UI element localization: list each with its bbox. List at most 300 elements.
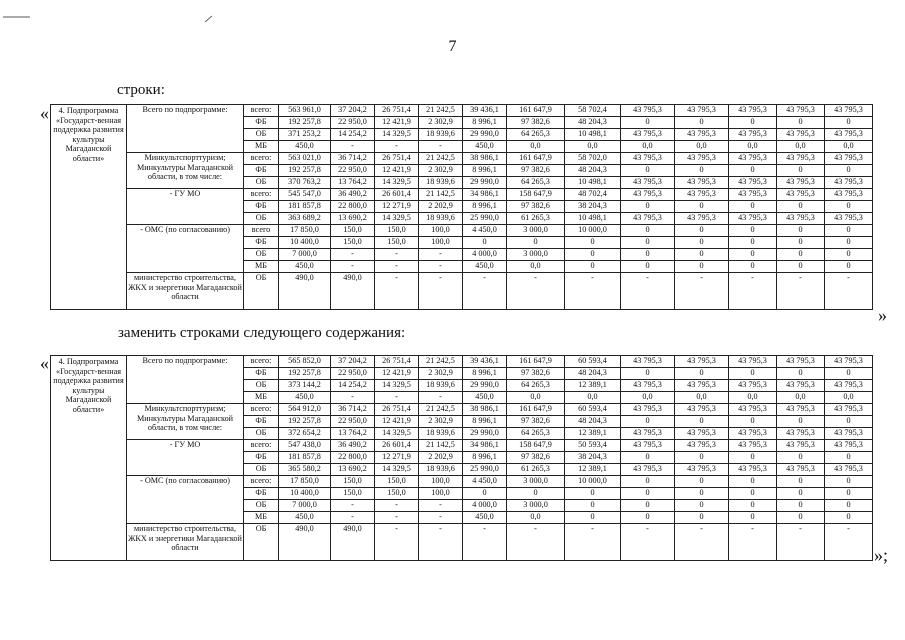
value-cell: 29 990,0 xyxy=(463,428,507,440)
value-cell: 38 986,1 xyxy=(463,404,507,416)
value-cell: 43 795,3 xyxy=(621,380,675,392)
value-cell: 43 795,3 xyxy=(675,464,729,476)
value-cell: 0,0 xyxy=(565,392,621,404)
value-cell: 21 142,5 xyxy=(419,189,463,201)
value-cell: 450,0 xyxy=(279,141,331,153)
funding-source-cell: всего: xyxy=(244,356,279,368)
value-cell: 43 795,3 xyxy=(777,105,825,117)
value-cell: 0 xyxy=(729,117,777,129)
value-cell: 21 242,5 xyxy=(419,153,463,165)
value-cell: 14 329,5 xyxy=(375,380,419,392)
value-cell: 192 257,8 xyxy=(279,368,331,380)
value-cell: 97 382,6 xyxy=(507,165,565,177)
value-cell: 0 xyxy=(675,249,729,261)
value-cell: 43 795,3 xyxy=(675,213,729,225)
value-cell: 37 204,2 xyxy=(331,105,375,117)
value-cell: 10 400,0 xyxy=(279,488,331,500)
value-cell: 64 265,3 xyxy=(507,428,565,440)
value-cell: 181 857,8 xyxy=(279,452,331,464)
value-cell: 48 702,4 xyxy=(565,189,621,201)
value-cell: 0,0 xyxy=(729,141,777,153)
value-cell: 36 714,2 xyxy=(331,153,375,165)
value-cell: 18 939,6 xyxy=(419,428,463,440)
page-number: 7 xyxy=(448,38,457,55)
value-cell: - xyxy=(419,249,463,261)
value-cell: 0 xyxy=(621,500,675,512)
value-cell: 0 xyxy=(825,368,873,380)
value-cell: 372 654,2 xyxy=(279,428,331,440)
value-cell: - xyxy=(565,524,621,561)
value-cell: - xyxy=(419,141,463,153)
value-cell: 0 xyxy=(729,416,777,428)
value-cell: 0 xyxy=(621,249,675,261)
executor-label: - ОМС (по согласованию) xyxy=(127,225,244,273)
value-cell: 450,0 xyxy=(279,261,331,273)
heading-rows: строки: xyxy=(117,82,165,98)
value-cell: 0 xyxy=(729,512,777,524)
value-cell: 25 990,0 xyxy=(463,213,507,225)
value-cell: 192 257,8 xyxy=(279,416,331,428)
value-cell: - xyxy=(331,261,375,273)
value-cell: 48 204,3 xyxy=(565,165,621,177)
value-cell: 13 764,2 xyxy=(331,177,375,189)
value-cell: 0 xyxy=(565,512,621,524)
value-cell: 14 254,2 xyxy=(331,380,375,392)
value-cell: 0 xyxy=(729,165,777,177)
value-cell: 17 850,0 xyxy=(279,225,331,237)
value-cell: 0 xyxy=(675,416,729,428)
value-cell: 10 498,1 xyxy=(565,177,621,189)
table-row xyxy=(51,356,905,368)
funding-source-cell: ОБ xyxy=(244,524,279,561)
value-cell: 0 xyxy=(565,249,621,261)
value-cell: 450,0 xyxy=(463,512,507,524)
value-cell: 0 xyxy=(463,488,507,500)
value-cell: 38 204,3 xyxy=(565,201,621,213)
value-cell: 0,0 xyxy=(729,392,777,404)
value-cell: 8 996,1 xyxy=(463,165,507,177)
value-cell: 0 xyxy=(825,225,873,237)
value-cell: 181 857,8 xyxy=(279,201,331,213)
value-cell: 18 939,6 xyxy=(419,380,463,392)
value-cell: 10 498,1 xyxy=(565,129,621,141)
value-cell: 450,0 xyxy=(463,392,507,404)
value-cell: 0 xyxy=(729,237,777,249)
value-cell: 43 795,3 xyxy=(777,356,825,368)
table-row xyxy=(51,476,905,488)
table-row xyxy=(51,273,905,310)
value-cell: 8 996,1 xyxy=(463,452,507,464)
value-cell: 0 xyxy=(675,237,729,249)
value-cell: - xyxy=(621,524,675,561)
value-cell: - xyxy=(777,524,825,561)
value-cell: 158 647,9 xyxy=(507,440,565,452)
value-cell: 22 800,0 xyxy=(331,201,375,213)
value-cell: 0 xyxy=(621,117,675,129)
value-cell: 43 795,3 xyxy=(729,380,777,392)
value-cell: 0 xyxy=(675,452,729,464)
value-cell: 60 593,4 xyxy=(565,404,621,416)
open-quote-2: « xyxy=(40,353,49,373)
value-cell: 0 xyxy=(621,416,675,428)
value-cell: 43 795,3 xyxy=(621,213,675,225)
value-cell: 161 647,9 xyxy=(507,356,565,368)
value-cell: - xyxy=(729,273,777,310)
funding-source-cell: МБ xyxy=(244,141,279,153)
value-cell: 43 795,3 xyxy=(675,356,729,368)
value-cell: 450,0 xyxy=(279,392,331,404)
value-cell: 0 xyxy=(621,237,675,249)
value-cell: 0,0 xyxy=(507,392,565,404)
open-quote-1: « xyxy=(40,103,49,123)
value-cell: 43 795,3 xyxy=(825,404,873,416)
value-cell: 43 795,3 xyxy=(825,356,873,368)
table-row xyxy=(51,440,905,452)
value-cell: 43 795,3 xyxy=(825,440,873,452)
value-cell: 22 950,0 xyxy=(331,117,375,129)
value-cell: 21 242,5 xyxy=(419,404,463,416)
value-cell: 0,0 xyxy=(675,141,729,153)
value-cell: 18 939,6 xyxy=(419,464,463,476)
value-cell: 43 795,3 xyxy=(675,380,729,392)
value-cell: 97 382,6 xyxy=(507,117,565,129)
value-cell: 43 795,3 xyxy=(675,189,729,201)
funding-source-cell: ФБ xyxy=(244,201,279,213)
value-cell: 43 795,3 xyxy=(777,129,825,141)
value-cell: 0 xyxy=(621,165,675,177)
value-cell: 0 xyxy=(777,512,825,524)
funding-source-cell: ОБ xyxy=(244,273,279,310)
value-cell: 26 601,4 xyxy=(375,440,419,452)
value-cell: 0 xyxy=(777,416,825,428)
value-cell: 12 421,9 xyxy=(375,416,419,428)
value-cell: 450,0 xyxy=(463,141,507,153)
value-cell: - xyxy=(419,500,463,512)
value-cell: 100,0 xyxy=(419,225,463,237)
value-cell: 3 000,0 xyxy=(507,249,565,261)
value-cell: 13 764,2 xyxy=(331,428,375,440)
value-cell: 0 xyxy=(675,117,729,129)
executor-label: Всего по подпрограмме: xyxy=(127,105,244,153)
value-cell: 365 580,2 xyxy=(279,464,331,476)
value-cell: 43 795,3 xyxy=(621,356,675,368)
value-cell: 161 647,9 xyxy=(507,105,565,117)
value-cell: - xyxy=(331,392,375,404)
funding-source-cell: МБ xyxy=(244,512,279,524)
value-cell: 4 450,0 xyxy=(463,476,507,488)
value-cell: 48 204,3 xyxy=(565,416,621,428)
value-cell: 0 xyxy=(565,237,621,249)
value-cell: - xyxy=(375,261,419,273)
value-cell: 50 593,4 xyxy=(565,440,621,452)
value-cell: 36 714,2 xyxy=(331,404,375,416)
value-cell: 36 490,2 xyxy=(331,440,375,452)
value-cell: 43 795,3 xyxy=(675,153,729,165)
value-cell: 0 xyxy=(825,452,873,464)
value-cell: 0 xyxy=(777,488,825,500)
value-cell: 0 xyxy=(675,488,729,500)
value-cell: 373 144,2 xyxy=(279,380,331,392)
value-cell: - xyxy=(507,524,565,561)
value-cell: 61 265,3 xyxy=(507,464,565,476)
value-cell: 0 xyxy=(507,488,565,500)
value-cell: 38 204,3 xyxy=(565,452,621,464)
value-cell: 2 302,9 xyxy=(419,368,463,380)
value-cell: 0 xyxy=(777,500,825,512)
value-cell: 0 xyxy=(729,500,777,512)
value-cell: 97 382,6 xyxy=(507,416,565,428)
value-cell: 43 795,3 xyxy=(777,440,825,452)
value-cell: 0 xyxy=(777,117,825,129)
close-quote-1: » xyxy=(878,305,887,325)
value-cell: 150,0 xyxy=(375,488,419,500)
subprogram-name: 4. Подпрограмма «Государст-венная поддержка развития культуры Магаданской области» xyxy=(51,105,127,310)
value-cell: 0 xyxy=(507,237,565,249)
value-cell: 0,0 xyxy=(507,512,565,524)
value-cell: 0 xyxy=(675,368,729,380)
value-cell: 490,0 xyxy=(331,524,375,561)
value-cell: 0 xyxy=(825,512,873,524)
value-cell: 7 000,0 xyxy=(279,500,331,512)
value-cell: 0,0 xyxy=(565,141,621,153)
value-cell: 12 389,1 xyxy=(565,464,621,476)
executor-label: Всего по подпрограмме: xyxy=(127,356,244,404)
value-cell: 26 751,4 xyxy=(375,153,419,165)
value-cell: 43 795,3 xyxy=(675,129,729,141)
value-cell: - xyxy=(375,512,419,524)
value-cell: 563 961,0 xyxy=(279,105,331,117)
value-cell: 150,0 xyxy=(331,225,375,237)
value-cell: 0,0 xyxy=(825,141,873,153)
value-cell: 563 021,0 xyxy=(279,153,331,165)
value-cell: 29 990,0 xyxy=(463,129,507,141)
value-cell: 26 751,4 xyxy=(375,356,419,368)
table-row xyxy=(51,189,905,201)
value-cell: 150,0 xyxy=(375,225,419,237)
value-cell: - xyxy=(825,524,873,561)
value-cell: - xyxy=(507,273,565,310)
value-cell: 4 450,0 xyxy=(463,225,507,237)
value-cell: 21 142,5 xyxy=(419,440,463,452)
value-cell: 43 795,3 xyxy=(729,153,777,165)
executor-label: министерство строительства, ЖКХ и энергетики Магаданской области xyxy=(127,524,244,561)
value-cell: 3 000,0 xyxy=(507,500,565,512)
value-cell: 10 400,0 xyxy=(279,237,331,249)
value-cell: 150,0 xyxy=(331,237,375,249)
funding-source-cell: ОБ xyxy=(244,213,279,225)
value-cell: 158 647,9 xyxy=(507,189,565,201)
value-cell: 0 xyxy=(825,165,873,177)
value-cell: 0,0 xyxy=(507,141,565,153)
value-cell: 18 939,6 xyxy=(419,213,463,225)
funding-source-cell: ОБ xyxy=(244,129,279,141)
funding-source-cell: ОБ xyxy=(244,249,279,261)
value-cell: - xyxy=(331,500,375,512)
value-cell: 2 302,9 xyxy=(419,117,463,129)
value-cell: 0 xyxy=(675,500,729,512)
value-cell: 12 421,9 xyxy=(375,117,419,129)
value-cell: 43 795,3 xyxy=(621,464,675,476)
value-cell: 14 329,5 xyxy=(375,213,419,225)
value-cell: 43 795,3 xyxy=(621,105,675,117)
value-cell: - xyxy=(675,524,729,561)
value-cell: 150,0 xyxy=(331,488,375,500)
value-cell: 2 302,9 xyxy=(419,416,463,428)
value-cell: 64 265,3 xyxy=(507,129,565,141)
value-cell: 43 795,3 xyxy=(729,177,777,189)
value-cell: 43 795,3 xyxy=(675,440,729,452)
funding-source-cell: ФБ xyxy=(244,452,279,464)
value-cell: 545 547,0 xyxy=(279,189,331,201)
value-cell: 0 xyxy=(825,249,873,261)
value-cell: 0 xyxy=(621,225,675,237)
value-cell: 0 xyxy=(729,452,777,464)
funding-source-cell: всего: xyxy=(244,105,279,117)
value-cell: 371 253,2 xyxy=(279,129,331,141)
funding-source-cell: ОБ xyxy=(244,464,279,476)
value-cell: 64 265,3 xyxy=(507,177,565,189)
value-cell: 0 xyxy=(729,261,777,273)
value-cell: 565 852,0 xyxy=(279,356,331,368)
value-cell: - xyxy=(375,392,419,404)
heading-replace: заменить строками следующего содержания: xyxy=(118,325,406,341)
value-cell: 0 xyxy=(729,225,777,237)
value-cell: 97 382,6 xyxy=(507,368,565,380)
value-cell: 0 xyxy=(675,261,729,273)
value-cell: 10 000,0 xyxy=(565,225,621,237)
value-cell: 0 xyxy=(825,117,873,129)
value-cell: - xyxy=(729,524,777,561)
value-cell: 29 990,0 xyxy=(463,380,507,392)
value-cell: 100,0 xyxy=(419,476,463,488)
value-cell: 43 795,3 xyxy=(777,177,825,189)
value-cell: 39 436,1 xyxy=(463,105,507,117)
value-cell: - xyxy=(825,273,873,310)
value-cell: 43 795,3 xyxy=(825,464,873,476)
value-cell: 4 000,0 xyxy=(463,500,507,512)
value-cell: 43 795,3 xyxy=(621,428,675,440)
value-cell: 43 795,3 xyxy=(729,428,777,440)
value-cell: 0 xyxy=(825,488,873,500)
value-cell: 26 751,4 xyxy=(375,105,419,117)
value-cell: 43 795,3 xyxy=(729,464,777,476)
value-cell: 43 795,3 xyxy=(777,380,825,392)
value-cell: 12 271,9 xyxy=(375,452,419,464)
value-cell: 0 xyxy=(621,261,675,273)
value-cell: 12 271,9 xyxy=(375,201,419,213)
value-cell: 370 763,2 xyxy=(279,177,331,189)
value-cell: 14 254,2 xyxy=(331,129,375,141)
value-cell: 22 950,0 xyxy=(331,165,375,177)
executor-label: Минкультспорттуризм; Минкультуры Магаданской области, в том числе: xyxy=(127,153,244,189)
value-cell: 64 265,3 xyxy=(507,380,565,392)
value-cell: 43 795,3 xyxy=(777,464,825,476)
funding-source-cell: всего: xyxy=(244,189,279,201)
value-cell: 0 xyxy=(675,201,729,213)
value-cell: 21 242,5 xyxy=(419,105,463,117)
value-cell: - xyxy=(419,261,463,273)
table-row xyxy=(51,404,905,416)
value-cell: 43 795,3 xyxy=(621,129,675,141)
table-row xyxy=(51,153,905,165)
value-cell: 3 000,0 xyxy=(507,225,565,237)
value-cell: - xyxy=(375,500,419,512)
executor-label: министерство строительства, ЖКХ и энергетики Магаданской области xyxy=(127,273,244,310)
value-cell: 0,0 xyxy=(777,141,825,153)
value-cell: 43 795,3 xyxy=(777,213,825,225)
value-cell: 564 912,0 xyxy=(279,404,331,416)
value-cell: 0 xyxy=(777,476,825,488)
value-cell: 43 795,3 xyxy=(825,380,873,392)
value-cell: 150,0 xyxy=(331,476,375,488)
funding-source-cell: ОБ xyxy=(244,428,279,440)
value-cell: 17 850,0 xyxy=(279,476,331,488)
executor-label: - ГУ МО xyxy=(127,440,244,476)
funding-source-cell: всего: xyxy=(244,476,279,488)
value-cell: 43 795,3 xyxy=(621,189,675,201)
value-cell: 43 795,3 xyxy=(621,153,675,165)
value-cell: 43 795,3 xyxy=(729,404,777,416)
value-cell: 0 xyxy=(825,261,873,273)
value-cell: 22 800,0 xyxy=(331,452,375,464)
value-cell: 58 702,4 xyxy=(565,105,621,117)
close-quote-2: »; xyxy=(874,545,889,565)
value-cell: 363 689,2 xyxy=(279,213,331,225)
value-cell: - xyxy=(675,273,729,310)
value-cell: 14 329,5 xyxy=(375,428,419,440)
value-cell: 8 996,1 xyxy=(463,368,507,380)
value-cell: 450,0 xyxy=(279,512,331,524)
value-cell: 100,0 xyxy=(419,488,463,500)
value-cell: 150,0 xyxy=(375,237,419,249)
value-cell: 12 421,9 xyxy=(375,165,419,177)
funding-source-cell: ОБ xyxy=(244,500,279,512)
value-cell: - xyxy=(621,273,675,310)
value-cell: 43 795,3 xyxy=(777,428,825,440)
value-cell: 18 939,6 xyxy=(419,129,463,141)
value-cell: 161 647,9 xyxy=(507,404,565,416)
value-cell: 22 950,0 xyxy=(331,368,375,380)
value-cell: 43 795,3 xyxy=(729,105,777,117)
value-cell: 547 438,0 xyxy=(279,440,331,452)
value-cell: 0 xyxy=(729,488,777,500)
value-cell: 3 000,0 xyxy=(507,476,565,488)
budget-table-new xyxy=(50,355,905,561)
executor-label: - ГУ МО xyxy=(127,189,244,225)
value-cell: 0,0 xyxy=(675,392,729,404)
value-cell: 14 329,5 xyxy=(375,464,419,476)
value-cell: 43 795,3 xyxy=(825,105,873,117)
value-cell: 36 490,2 xyxy=(331,189,375,201)
value-cell: 8 996,1 xyxy=(463,416,507,428)
value-cell: 150,0 xyxy=(375,476,419,488)
value-cell: 0,0 xyxy=(621,141,675,153)
value-cell: - xyxy=(375,273,419,310)
value-cell: 0 xyxy=(825,201,873,213)
value-cell: 161 647,9 xyxy=(507,153,565,165)
value-cell: 26 751,4 xyxy=(375,404,419,416)
scan-mark-top-left xyxy=(0,0,220,30)
value-cell: - xyxy=(463,524,507,561)
value-cell: - xyxy=(331,249,375,261)
funding-source-cell: ФБ xyxy=(244,165,279,177)
value-cell: 43 795,3 xyxy=(825,129,873,141)
value-cell: - xyxy=(331,141,375,153)
value-cell: 0 xyxy=(777,368,825,380)
value-cell: 2 202,9 xyxy=(419,201,463,213)
value-cell: 34 986,1 xyxy=(463,440,507,452)
value-cell: 0,0 xyxy=(621,392,675,404)
